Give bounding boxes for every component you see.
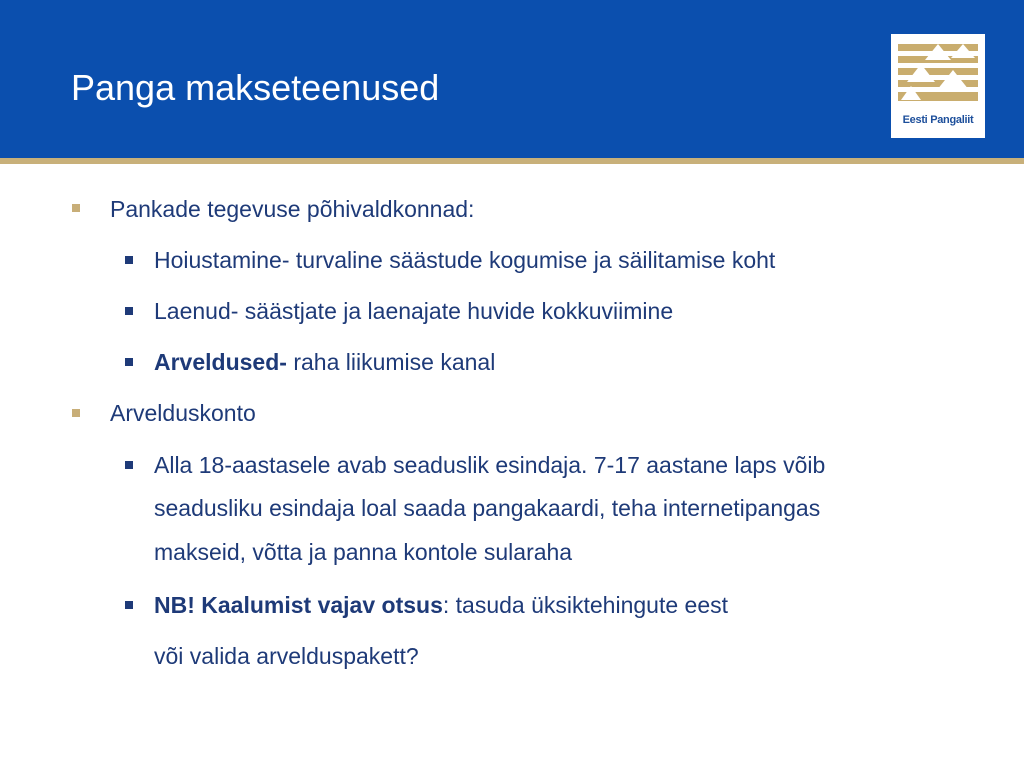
bullet-minors-line3: makseid, võtta ja panna kontole sularaha — [154, 539, 573, 565]
bullet-square-blue-icon — [125, 307, 133, 315]
bullet-square-gold-icon — [72, 409, 80, 417]
bullet-current-account: Arvelduskonto — [110, 400, 256, 426]
bullet-square-blue-icon — [125, 358, 133, 366]
bullet-decision-line2: või valida arvelduspakett? — [154, 643, 419, 669]
settlements-term: Arveldused- — [154, 349, 287, 375]
logo-wordmark: Eesti Pangaliit — [902, 114, 974, 126]
bullet-square-blue-icon — [125, 461, 133, 469]
decision-desc: : tasuda üksiktehingute eest — [442, 592, 729, 618]
slide-title: Panga makseteenused — [71, 67, 440, 108]
bullet-loans: Laenud- säästjate ja laenajate huvide kokkuviimine — [154, 298, 674, 324]
bullet-square-blue-icon — [125, 256, 133, 264]
bullet-minors-line2: seadusliku esindaja loal saada pangakaardi, teha internetipangas — [154, 495, 821, 521]
settlements-desc: raha liikumise kanal — [286, 349, 496, 375]
bullet-deposits: Hoiustamine- turvaline säästude kogumise ja säilitamise koht — [154, 247, 776, 273]
bullet-decision — [154, 590, 728, 620]
header-accent-line — [0, 158, 1024, 164]
bullet-minors-line1: Alla 18-aastasele avab seaduslik esindaja. 7-17 aastane laps võib — [154, 452, 826, 478]
eesti-pangaliit-logo — [891, 34, 985, 138]
bullet-square-gold-icon — [72, 204, 80, 212]
decision-term: NB! Kaalumist vajav otsus — [154, 592, 443, 618]
bullet-settlements — [154, 347, 495, 377]
bullet-main-activities: Pankade tegevuse põhivaldkonnad: — [110, 196, 475, 222]
bullet-square-blue-icon — [125, 601, 133, 609]
